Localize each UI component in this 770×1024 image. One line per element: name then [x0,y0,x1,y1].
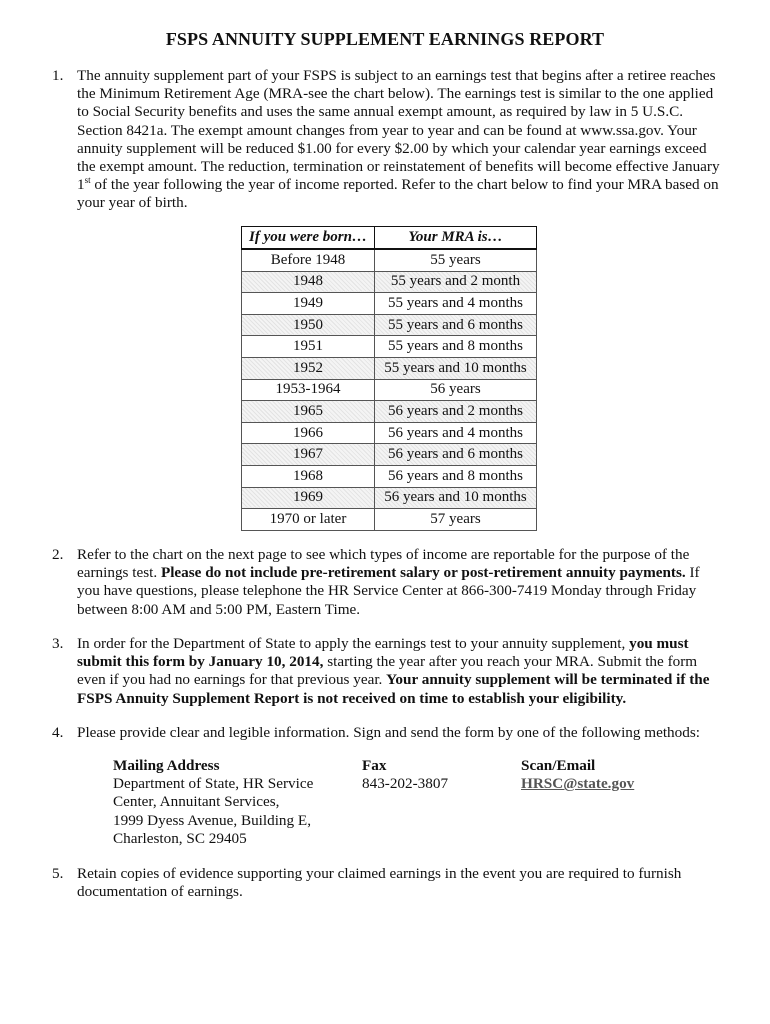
born-cell: 1969 [242,487,375,509]
fax-number: 843-202-3807 [362,775,449,793]
table-row [242,357,537,379]
mra-cell: 56 years and 2 months [375,401,537,423]
table-row [242,444,537,466]
paragraph-3-bold-a: you must submit this form by January 10, 2014, [77,635,689,671]
table-row [242,314,537,336]
table-row [242,379,537,401]
mra-table-header-row [242,227,537,250]
paragraph-2-text-a: Refer to the chart on the next page to see which types of income are reportable for the purpose of the earnings test. [77,546,690,582]
paragraph-2-text-b: If you have questions, please telephone the HR Service Center at 866-300-7419 Monday through Friday between 8:00 AM and 5:00 PM, Eastern Time. [77,564,700,618]
paragraph-3-bold-b: Your annuity supplement will be terminated if the FSPS Annuity Supplement Report is not received on time to establish your eligibility. [77,671,710,707]
paragraph-5-number: 5. [52,865,64,882]
born-cell: Before 1948 [242,249,375,271]
born-cell: 1948 [242,271,375,293]
fax-heading: Fax [362,757,387,774]
paragraph-1-text-b: of the year following the year of income reported. Refer to the chart below to find your MRA based on your year of birth. [77,176,719,212]
paragraph-5-text: Retain copies of evidence supporting your claimed earnings in the event you are required to furnish documentation of earnings. [77,865,682,901]
paragraph-4-text: Please provide clear and legible information. Sign and send the form by one of the following methods: [77,724,700,741]
paragraph-4 [52,724,722,742]
table-row [242,422,537,444]
paragraph-2 [52,546,722,619]
mra-cell: 55 years and 8 months [375,336,537,358]
paragraph-1 [52,67,722,213]
born-cell: 1968 [242,465,375,487]
mailing-address-block [113,757,353,848]
born-cell: 1952 [242,357,375,379]
mailing-address-line: Charleston, SC 29405 [113,829,247,847]
table-row [242,509,537,531]
mra-cell: 55 years and 2 month [375,271,537,293]
mra-cell: 55 years and 10 months [375,357,537,379]
paragraph-1-text-a: The annuity supplement part of your FSPS is subject to an earnings test that begins after a retiree reaches the Minimum Retirement Age (MRA-see the chart below). The earnings test is similar to the one applied to Social Security benefits and uses the same annual exempt amount, as required by law in 5 U.S.C. Section 8421a. The exempt amount changes from year to year and can be found at www.ssa.gov. Your annuity supplement will be reduced $1.00 for every $2.00 by which your calendar year earnings exceed the exempt amount. The reduction, termination or reinstatement of benefits will become effective January 1 [77,67,720,194]
paragraph-2-number: 2. [52,546,64,563]
email-heading: Scan/Email [521,757,596,774]
born-cell: 1953-1964 [242,379,375,401]
paragraph-3-text [77,635,722,708]
paragraph-3 [52,635,722,708]
table-row [242,336,537,358]
born-cell: 1965 [242,401,375,423]
mailing-address-line: Center, Annuitant Services, [113,793,280,811]
mra-cell: 55 years and 6 months [375,314,537,336]
page-title: FSPS ANNUITY SUPPLEMENT EARNINGS REPORT [165,29,605,49]
table-row [242,293,537,315]
table-row [242,465,537,487]
born-cell: 1966 [242,422,375,444]
mailing-address-line: Department of State, HR Service [113,775,314,793]
table-row [242,271,537,293]
paragraph-1-text [77,67,722,213]
mra-header-born: If you were born… [242,227,375,250]
paragraph-1-superscript: st [84,175,91,186]
born-cell: 1949 [242,293,375,315]
mra-cell: 56 years and 6 months [375,444,537,466]
paragraph-2-text [77,546,722,619]
paragraph-4-number: 4. [52,724,64,741]
born-cell: 1951 [242,336,375,358]
mra-cell: 55 years [375,249,537,271]
paragraph-3-text-a: In order for the Department of State to apply the earnings test to your annuity supplement, [77,635,630,652]
mra-cell: 56 years and 8 months [375,465,537,487]
mra-cell: 56 years and 4 months [375,422,537,444]
mailing-address-line: 1999 Dyess Avenue, Building E, [113,811,311,829]
born-cell: 1970 or later [242,509,375,531]
table-row [242,401,537,423]
mra-table [241,226,537,531]
paragraph-1-number: 1. [52,67,64,84]
born-cell: 1967 [242,444,375,466]
email-block [521,757,671,793]
paragraph-5 [52,865,722,901]
mra-header-mra: Your MRA is… [375,227,537,250]
mra-cell: 55 years and 4 months [375,293,537,315]
paragraph-3-number: 3. [52,635,64,652]
paragraph-2-bold: Please do not include pre-retirement salary or post-retirement annuity payments. [160,564,686,582]
mra-cell: 57 years [375,509,537,531]
mra-cell: 56 years [375,379,537,401]
email-link[interactable]: HRSC@state.gov [521,775,635,793]
submission-methods [113,757,673,853]
paragraph-3-text-b: starting the year after you reach your MRA. Submit the form even if you had no earnings for that previous year. [77,653,698,689]
table-row [242,249,537,271]
table-row [242,487,537,509]
fax-block [362,757,502,793]
mailing-address-heading: Mailing Address [113,757,220,774]
mra-cell: 56 years and 10 months [375,487,537,509]
born-cell: 1950 [242,314,375,336]
